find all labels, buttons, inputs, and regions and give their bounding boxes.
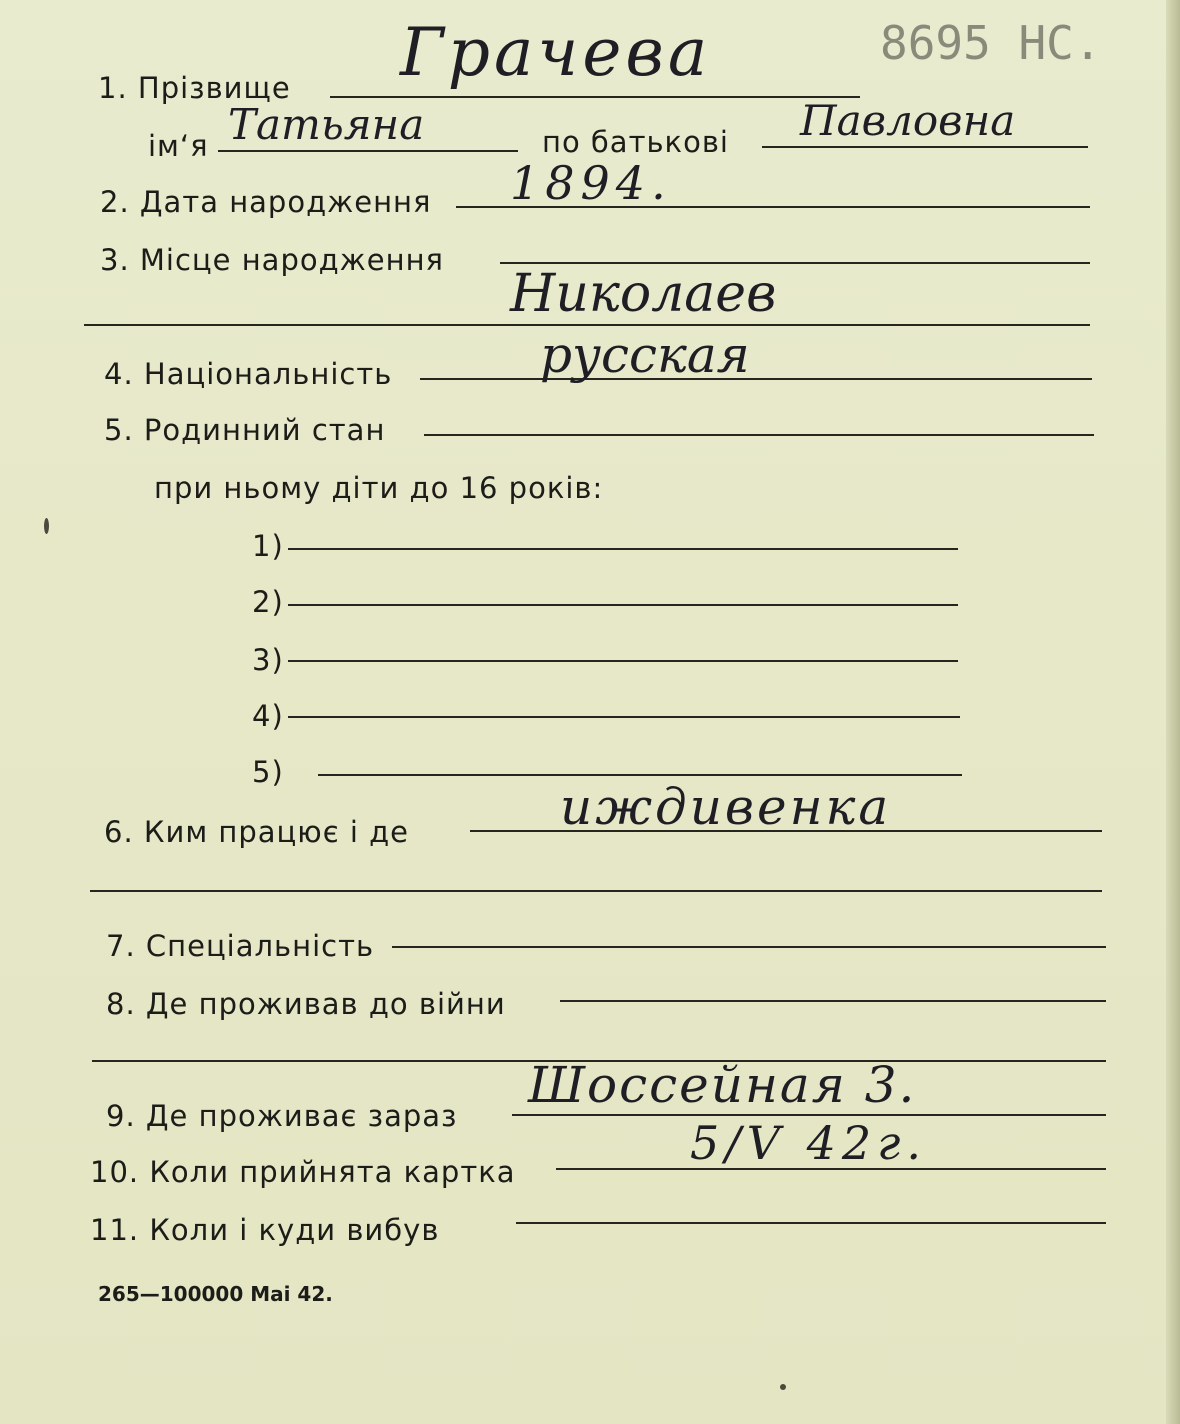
paper-speck xyxy=(44,518,49,534)
hw-current-address: Шоссейная 3. xyxy=(528,1056,917,1114)
line-child xyxy=(288,604,958,606)
child-number: 4) xyxy=(252,699,284,733)
label-nationality: 4. Національність xyxy=(104,357,393,391)
label-birth-date: 2. Дата народження xyxy=(100,185,432,219)
hw-occupation: иждивенка xyxy=(560,778,892,836)
hw-nationality: русская xyxy=(540,326,750,384)
line-prewar-address xyxy=(560,1000,1106,1002)
label-current-address: 9. Де проживає зараз xyxy=(106,1099,458,1133)
print-code: 265—100000 Mai 42. xyxy=(98,1282,333,1306)
line-surname xyxy=(330,96,860,98)
line-nationality xyxy=(420,378,1092,380)
line-departure xyxy=(516,1222,1106,1224)
hw-card-number: 8695 НС. xyxy=(880,16,1102,70)
label-departure: 11. Коли і куди вибув xyxy=(90,1213,440,1247)
label-family-status: 5. Родинний стан xyxy=(104,413,386,447)
label-card-date: 10. Коли прийнята картка xyxy=(90,1155,516,1189)
card-edge xyxy=(1166,0,1180,1424)
label-specialty: 7. Спеціальність xyxy=(106,929,375,963)
line-first-name xyxy=(218,150,518,152)
hw-birthplace: Николаев xyxy=(510,264,777,324)
child-number: 3) xyxy=(252,643,284,677)
child-number: 1) xyxy=(252,529,284,563)
line-specialty xyxy=(392,946,1106,948)
label-occupation: 6. Ким працює і де xyxy=(104,815,410,849)
hw-surname: Грачева xyxy=(400,14,712,91)
hw-card-date: 5/V 42г. xyxy=(690,1116,928,1170)
line-occupation-2 xyxy=(90,890,1102,892)
child-number: 5) xyxy=(252,755,284,789)
label-prewar-address: 8. Де проживав до війни xyxy=(106,987,506,1021)
label-children: при ньому діти до 16 років: xyxy=(154,471,604,505)
label-birthplace: 3. Місце народження xyxy=(100,243,444,277)
label-surname: 1. Прізвище xyxy=(98,71,291,105)
hw-first-name: Татьяна xyxy=(228,100,425,149)
label-patronymic: по батькові xyxy=(542,125,729,159)
hw-birth-year: 1894. xyxy=(510,156,672,210)
child-number: 2) xyxy=(252,585,284,619)
paper-speck xyxy=(780,1384,786,1390)
line-child xyxy=(288,660,958,662)
line-child xyxy=(288,716,960,718)
line-family-status xyxy=(424,434,1094,436)
label-first-name: ім‘я xyxy=(148,129,209,163)
line-patronymic xyxy=(762,146,1088,148)
line-child xyxy=(318,774,962,776)
line-child xyxy=(288,548,958,550)
hw-patronymic: Павловна xyxy=(800,96,1016,145)
